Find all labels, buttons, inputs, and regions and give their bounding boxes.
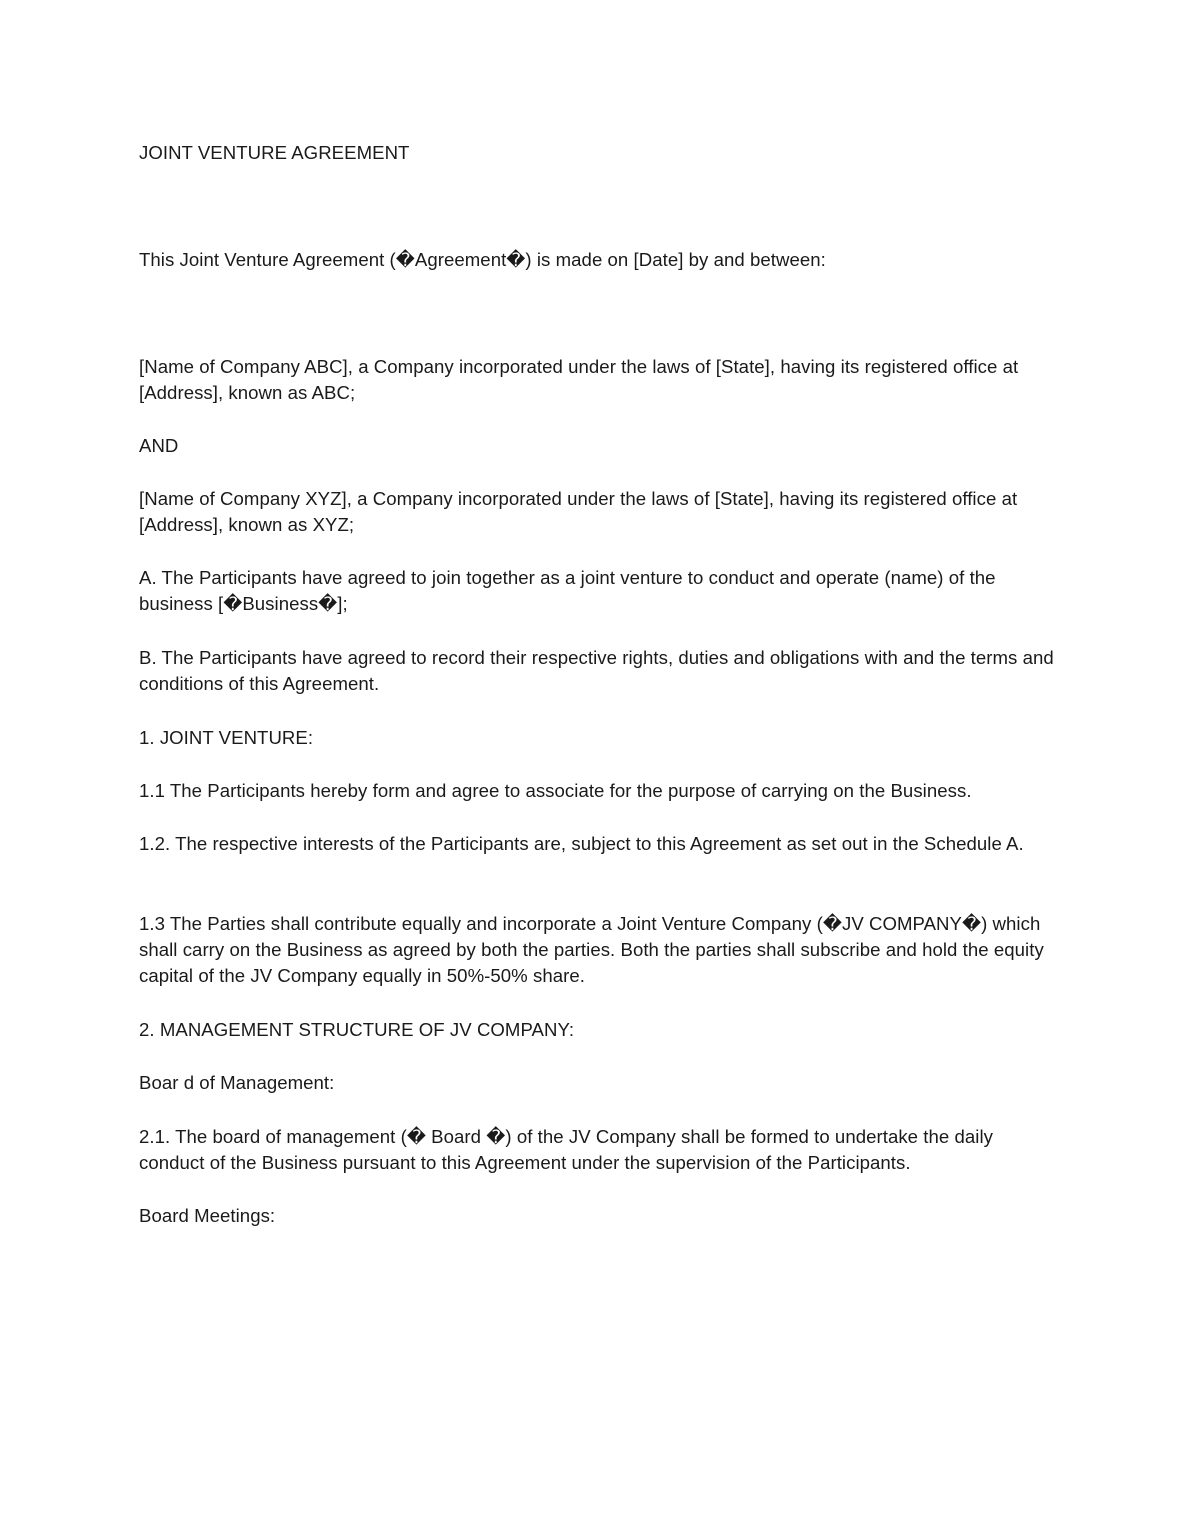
intro-paragraph: This Joint Venture Agreement (�Agreement�) is made on [Date] by and between: [139,249,826,270]
board-of-management-heading: Boar d of Management: [139,1072,335,1093]
and-separator: AND [139,435,179,456]
section-1-heading: 1. JOINT VENTURE: [139,727,314,748]
board-meetings-heading: Board Meetings: [139,1205,276,1226]
document-title: JOINT VENTURE AGREEMENT [139,142,410,163]
recital-b-paragraph: B. The Participants have agreed to record their respective rights, duties and obligations with and the terms and conditions of this Agreement. [139,647,1060,694]
clause-1-2: 1.2. The respective interests of the Participants are, subject to this Agreement as set out in the Schedule A. [139,833,1024,854]
recital-a-paragraph: A. The Participants have agreed to join together as a joint venture to conduct and operate (name) of the business [�Business�]; [139,567,1001,614]
clause-2-1: 2.1. The board of management (� Board �) of the JV Company shall be formed to undertake the daily conduct of the Business pursuant to this Agreement under the supervision of the Participants. [139,1126,999,1173]
clause-1-1: 1.1 The Participants hereby form and agree to associate for the purpose of carrying on the Business. [139,780,972,801]
section-2-heading: 2. MANAGEMENT STRUCTURE OF JV COMPANY: [139,1019,575,1040]
party-xyz-paragraph: [Name of Company XYZ], a Company incorporated under the laws of [State], having its registered office at [Address], known as XYZ; [139,488,1023,535]
party-abc-paragraph: [Name of Company ABC], a Company incorporated under the laws of [State], having its registered office at [Address], known as ABC; [139,356,1024,403]
clause-1-3: 1.3 The Parties shall contribute equally and incorporate a Joint Venture Company (�JV COMPANY�) which shall carry on the Business as agreed by both the parties. Both the parties shall subscribe and hold the equity capital of the JV Company equally in 50%-50% share. [139,913,1050,986]
